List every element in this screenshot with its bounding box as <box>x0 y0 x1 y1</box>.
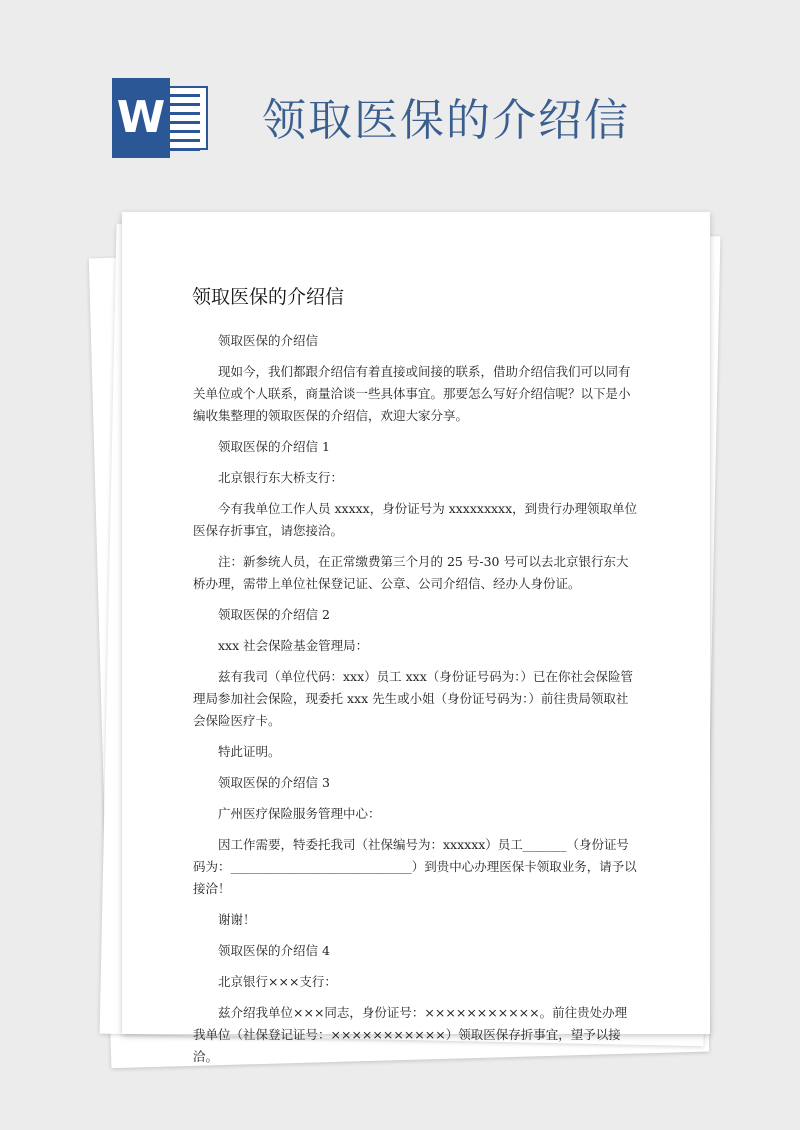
paragraph: xxx 社会保险基金管理局： <box>218 638 369 653</box>
paragraph: 特此证明。 <box>218 744 281 759</box>
paragraph: 兹有我司（单位代码：xxx）员工 xxx（身份证号码为：）已在你社会保险管理局参加社会保险，现委托 xxx 先生或小姐（身份证号码为：）前往贵局领取社会保险医疗卡。 <box>193 669 634 728</box>
paragraph: 兹介绍我单位×××同志，身份证号：×××××××××××。前往贵处办理我单位（社保登记证号：×××××××××××）领取医保存折事宜，望予以接洽。 <box>193 1005 628 1064</box>
paragraph: 今有我单位工作人员 xxxxx，身份证号为 xxxxxxxxx，到贵行办理领取单位医保存折事宜，请您接洽。 <box>193 501 638 538</box>
paragraph: 广州医疗保险服务管理中心： <box>218 806 381 821</box>
paragraph: 领取医保的介绍信 4 <box>218 943 330 958</box>
paragraph: 现如今，我们都跟介绍信有着直接或间接的联系，借助介绍信我们可以同有关单位或个人联系，商量洽谈一些具体事宜。那要怎么写好介绍信呢？以下是小编收集整理的领取医保的介绍信，欢迎大家分享。 <box>193 364 631 423</box>
paragraph: 谢谢！ <box>218 912 256 927</box>
paragraph: 领取医保的介绍信 <box>218 333 319 348</box>
document-title: 领取医保的介绍信 <box>192 286 345 308</box>
paragraph: 注：新参统人员，在正常缴费第三个月的 25 号-30 号可以去北京银行东大桥办理，需带上单位社保登记证、公章、公司介绍信、经办人身份证。 <box>193 554 629 591</box>
paragraph: 北京银行×××支行： <box>218 974 337 989</box>
word-logo-tile: W <box>112 78 170 158</box>
document-body <box>193 330 639 1077</box>
word-icon <box>112 78 212 158</box>
paragraph: 北京银行东大桥支行： <box>218 470 344 485</box>
paragraph: 领取医保的介绍信 1 <box>218 439 330 454</box>
banner-title: 领取医保的介绍信 <box>262 95 630 146</box>
paragraph: 领取医保的介绍信 2 <box>218 607 330 622</box>
paragraph: 领取医保的介绍信 3 <box>218 775 330 790</box>
paragraph: 因工作需要，特委托我司（社保编号为：xxxxxx）员工_______（身份证号码为：_____________________________）到贵中心办理医保卡领取业务，请予以接洽！ <box>193 837 637 896</box>
